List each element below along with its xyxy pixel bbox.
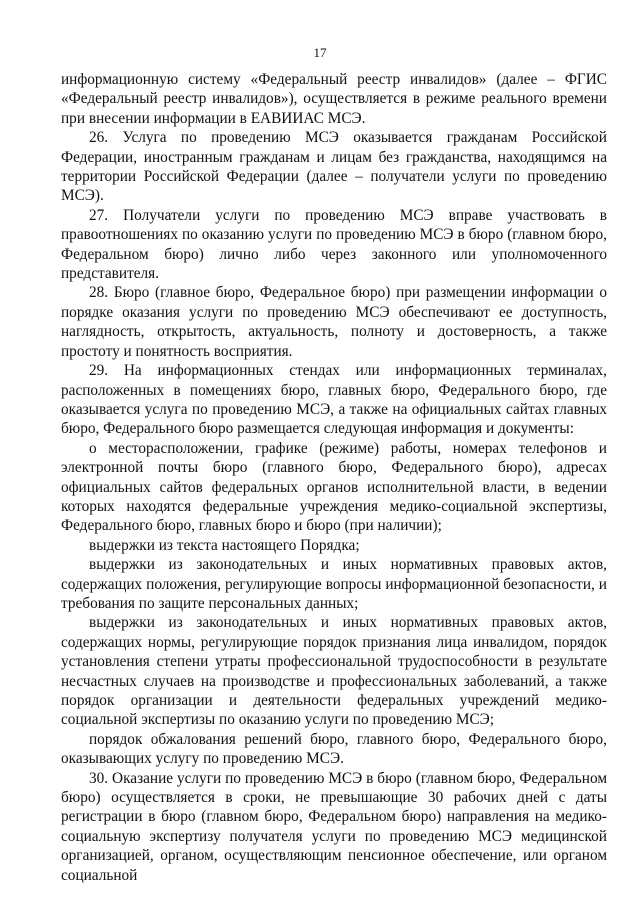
document-body <box>61 70 607 885</box>
paragraph-30: 30. Оказание услуги по проведению МСЭ в бюро (главном бюро, Федеральном бюро) осуществляется в сроки, не превышающие 30 рабочих дней с даты регистрации в бюро (главном бюро, Федеральном бюро) направления на медико-социальную экспертизу получателя услуги по проведению МСЭ медицинской организацией, органом, осуществляющим пенсионное обеспечение, или органом социальной <box>61 769 607 884</box>
list-item-location: о месторасположении, графике (режиме) работы, номерах телефонов и электронной почты бюро (главного бюро, Федерального бюро), адресах официальных сайтов федеральных органов исполнительной власти, в ведении которых находятся федеральные учреждения медико-социальной экспертизы, Федерального бюро, главных бюро и бюро (при наличии); <box>61 439 607 535</box>
list-item-procedure-excerpts: выдержки из текста настоящего Порядка; <box>89 536 360 554</box>
list-item-disability-acts: выдержки из законодательных и иных нормативных правовых актов, содержащих нормы, регулирующие порядок признания лица инвалидом, порядок установления степени утраты профессиональной трудоспособности в результате несчастных случаев на производстве и профессиональных заболеваний, а также порядок организации и деятельности федеральных учреждений медико-социальной экспертизы по оказанию услуги по проведению МСЭ; <box>61 614 607 729</box>
paragraph-26: 26. Услуга по проведению МСЭ оказывается гражданам Российской Федерации, иностранным гражданам и лицам без гражданства, находящимся на территории Российской Федерации (далее – получатели услуги по проведению МСЭ). <box>61 129 607 205</box>
paragraph-28: 28. Бюро (главное бюро, Федеральное бюро) при размещении информации о порядке оказания услуги по проведению МСЭ обеспечивают ее доступность, наглядность, открытость, актуальность, полноту и достоверность, а также простоту и понятность восприятия. <box>61 284 607 360</box>
paragraph-29: 29. На информационных стендах или информационных терминалах, расположенных в помещениях бюро, главных бюро, Федерального бюро, где оказывается услуга по проведению МСЭ, а также на официальных сайтах главных бюро, Федерального бюро размещается следующая информация и документы: <box>61 362 607 438</box>
list-item-appeal-procedure: порядок обжалования решений бюро, главного бюро, Федерального бюро, оказывающих услугу по проведению МСЭ. <box>61 730 607 768</box>
list-item-security-acts: выдержки из законодательных и иных нормативных правовых актов, содержащих положения, регулирующие вопросы информационной безопасности, и требования по защите персональных данных; <box>61 556 607 612</box>
page-number: 17 <box>313 45 327 60</box>
paragraph-27: 27. Получатели услуги по проведению МСЭ вправе участвовать в правоотношениях по оказанию услуги по проведению МСЭ в бюро (главном бюро, Федеральном бюро) лично либо через законного или уполномоченного представителя. <box>61 206 607 283</box>
paragraph-continuation: информационную систему «Федеральный реестр инвалидов» (далее – ФГИС «Федеральный реестр инвалидов»), осуществляется в режиме реального времени при внесении информации в ЕАВИИАС МСЭ. <box>61 71 607 127</box>
